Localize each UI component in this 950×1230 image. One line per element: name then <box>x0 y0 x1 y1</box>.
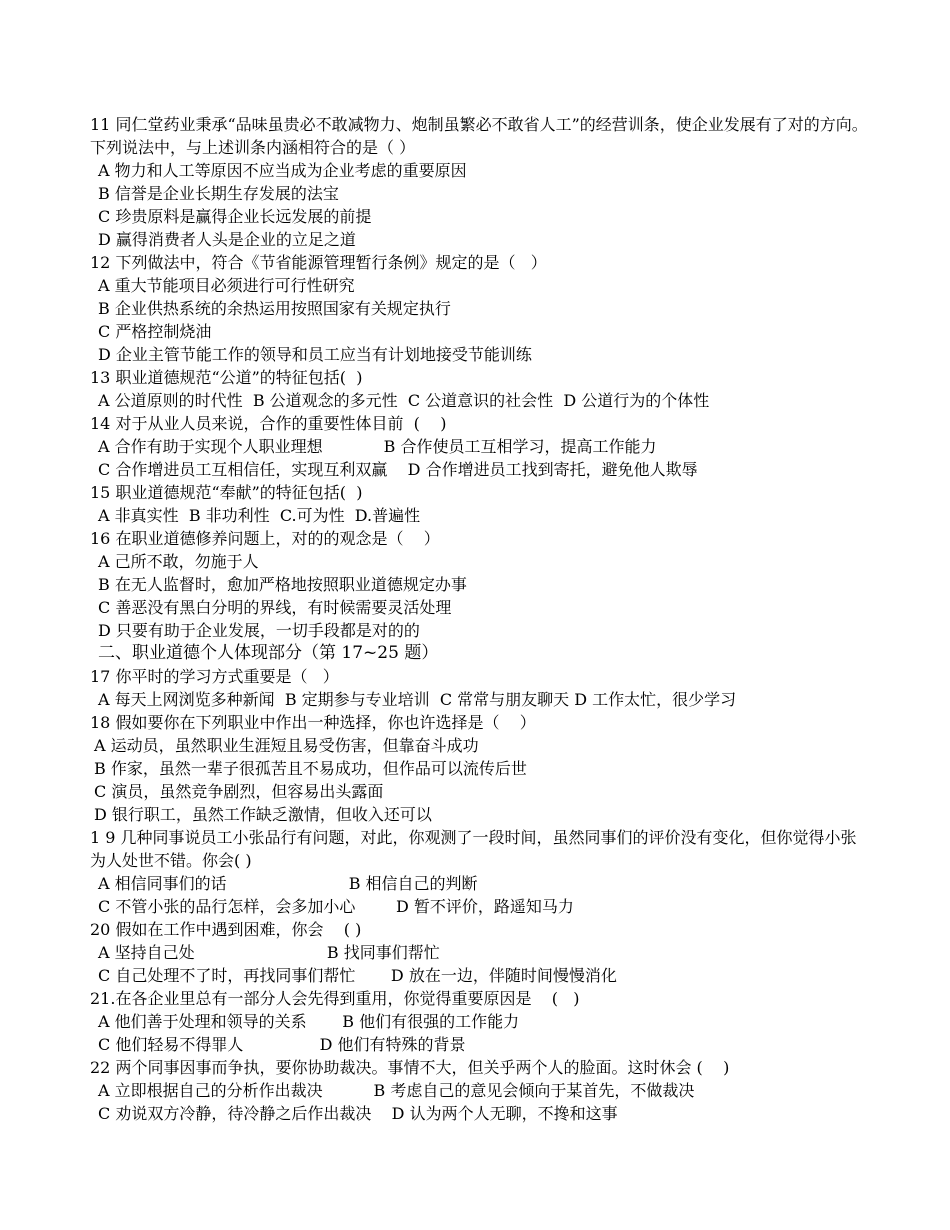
question-18: 18 假如要你在下列职业中作出一种选择，你也许选择是（ ） <box>90 713 536 732</box>
option-16-c: C 善恶没有黑白分明的界线，有时候需要灵活处理 <box>98 598 452 617</box>
question-11: 11 同仁堂药业秉承“品味虽贵必不敢减物力、炮制虽繁必不敢省人工”的经营训条，使企业发展有了对的方向。下列说法中，与上述训条内涵相符合的是（ ） <box>90 115 868 157</box>
option-11-b: B 信誉是企业长期生存发展的法宝 <box>98 184 339 203</box>
question-14: 14 对于从业人员来说，合作的重要性体目前 ( ) <box>90 414 447 433</box>
options-13: A 公道原则的时代性 B 公道观念的多元性 C 公道意识的社会性 D 公道行为的个体性 <box>98 391 710 410</box>
options-21-cd: C 他们轻易不得罪人 D 他们有特殊的背景 <box>98 1035 466 1054</box>
question-20: 20 假如在工作中遇到困难，你会 ( ) <box>90 920 362 939</box>
exam-page <box>90 113 870 1125</box>
option-11-c: C 珍贵原料是赢得企业长远发展的前提 <box>98 207 372 226</box>
options-14-ab: A 合作有助于实现个人职业理想 B 合作使员工互相学习，提高工作能力 <box>98 437 657 456</box>
question-17: 17 你平时的学习方式重要是（ ） <box>90 667 339 686</box>
question-12: 12 下列做法中，符合《节省能源管理暂行条例》规定的是（ ） <box>90 253 547 272</box>
option-12-a: A 重大节能项目必须进行可行性研究 <box>98 276 355 295</box>
question-22: 22 两个同事因事而争执，要你协助裁决。事情不大，但关乎两个人的脸面。这时休会 ( ) <box>90 1058 730 1077</box>
option-18-d: D 银行职工，虽然工作缺乏激情，但收入还可以 <box>94 805 432 824</box>
option-12-c: C 严格控制烧油 <box>98 322 212 341</box>
option-16-a: A 己所不敢，勿施于人 <box>98 552 259 571</box>
question-16: 16 在职业道德修养问题上，对的的观念是（ ） <box>90 529 440 548</box>
options-14-cd: C 合作增进员工互相信任，实现互利双赢 D 合作增进员工找到寄托，避免他人欺辱 <box>98 460 698 479</box>
question-13: 13 职业道德规范“公道”的特征包括( ) <box>90 368 363 387</box>
option-11-a: A 物力和人工等原因不应当成为企业考虑的重要原因 <box>98 161 467 180</box>
question-19: 1 9 几种同事说员工小张品行有问题，对此，你观测了一段时间，虽然同事们的评价没有变化，但你觉得小张为人处世不错。你会( ) <box>90 828 857 870</box>
option-18-a: A 运动员，虽然职业生涯短且易受伤害，但靠奋斗成功 <box>94 736 479 755</box>
section-heading: 二、职业道德个人体现部分（第 17~25 题） <box>98 643 439 663</box>
options-19-ab: A 相信同事们的话 B 相信自己的判断 <box>98 874 478 893</box>
option-16-b: B 在无人监督时，愈加严格地按照职业道德规定办事 <box>98 575 467 594</box>
option-12-d: D 企业主管节能工作的领导和员工应当有计划地接受节能训练 <box>98 345 532 364</box>
option-18-b: B 作家，虽然一辈子很孤苦且不易成功，但作品可以流传后世 <box>94 759 527 778</box>
option-12-b: B 企业供热系统的余热运用按照国家有关规定执行 <box>98 299 451 318</box>
options-20-cd: C 自己处理不了时，再找同事们帮忙 D 放在一边，伴随时间慢慢消化 <box>98 966 617 985</box>
option-11-d: D 赢得消费者人头是企业的立足之道 <box>98 230 356 249</box>
options-22-ab: A 立即根据自己的分析作出裁决 B 考虑自己的意见会倾向于某首先，不做裁决 <box>98 1081 695 1100</box>
options-20-ab: A 坚持自己处 B 找同事们帮忙 <box>98 943 440 962</box>
options-22-cd: C 劝说双方冷静，待冷静之后作出裁决 D 认为两个人无聊，不搀和这事 <box>98 1104 618 1123</box>
option-16-d: D 只要有助于企业发展，一切手段都是对的的 <box>98 621 420 640</box>
options-17: A 每天上网浏览多种新闻 B 定期参与专业培训 C 常常与朋友聊天 D 工作太忙，很少学习 <box>98 690 737 709</box>
options-19-cd: C 不管小张的品行怎样，会多加小心 D 暂不评价，路遥知马力 <box>98 897 574 916</box>
question-15: 15 职业道德规范“奉献”的特征包括( ) <box>90 483 363 502</box>
option-18-c: C 演员，虽然竞争剧烈，但容易出头露面 <box>94 782 384 801</box>
question-21: 21.在各企业里总有一部分人会先得到重用，你觉得重要原因是 ( ) <box>90 989 580 1008</box>
options-21-ab: A 他们善于处理和领导的关系 B 他们有很强的工作能力 <box>98 1012 520 1031</box>
options-15: A 非真实性 B 非功利性 C.可为性 D.普遍性 <box>98 506 421 525</box>
